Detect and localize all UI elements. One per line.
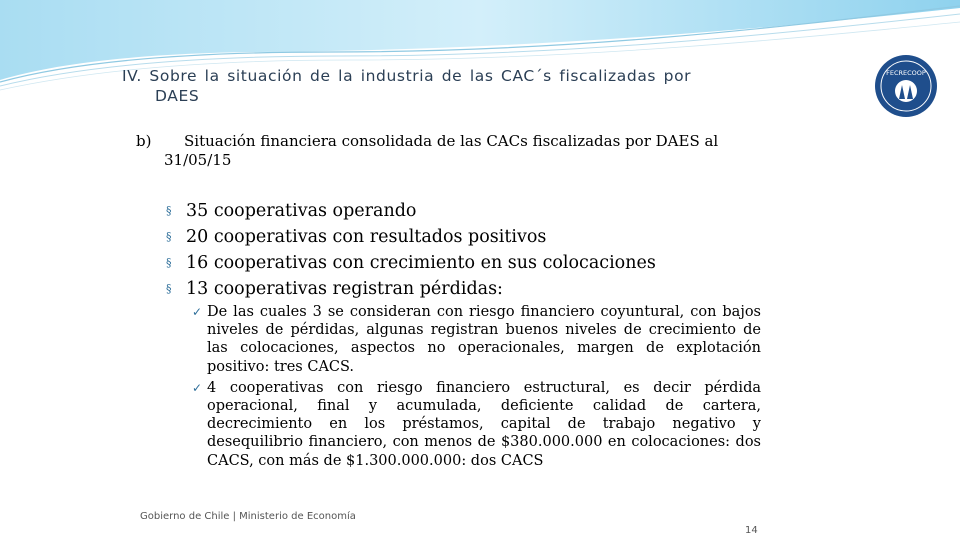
list-item: § 16 cooperativas con crecimiento en sus colocaciones <box>166 250 766 276</box>
bullet-list <box>166 198 766 302</box>
square-bullet-icon: § <box>166 256 172 269</box>
square-bullet-icon: § <box>166 204 172 217</box>
page-title <box>122 66 772 106</box>
checkmark-icon: ✓ <box>192 305 203 319</box>
square-bullet-icon: § <box>166 230 172 243</box>
list-item: § 35 cooperativas operando <box>166 198 766 224</box>
section-date: 31/05/15 <box>164 151 232 169</box>
list-item: § 13 cooperativas registran pérdidas: <box>166 276 766 302</box>
section-heading <box>136 132 762 170</box>
page-title-line1: IV. Sobre la situación de la industria de las CAC´s fiscalizadas por <box>122 67 692 85</box>
square-bullet-icon: § <box>166 282 172 295</box>
sub-list-item: ✓ 4 cooperativas con riesgo financiero estructural, es decir pérdida operacional, final y acumulada, deficiente calidad de cartera, decrecimiento en los préstamos, capital de trabajo negativo y desequilibrio financiero, con menos de $380.000.000 en colocaciones: dos CACS, con más de $1.300.000.000: dos CACS <box>192 379 761 469</box>
list-item: § 20 cooperativas con resultados positivos <box>166 224 766 250</box>
page-title-line2: DAES <box>155 87 200 105</box>
section-label: b) <box>136 132 152 150</box>
checkmark-icon: ✓ <box>192 380 203 395</box>
footer-text: Gobierno de Chile | Ministerio de Economía <box>140 511 356 522</box>
page-number: 14 <box>745 525 758 536</box>
sub-bullet-list <box>192 303 761 473</box>
fecrecoop-logo <box>874 54 938 118</box>
section-text: Situación financiera consolidada de las CACs fiscalizadas por DAES al <box>184 132 719 150</box>
sub-list-item: ✓ De las cuales 3 se consideran con riesgo financiero coyuntural, con bajos niveles de pérdidas, algunas registran buenos niveles de crecimiento de las colocaciones, aspectos no operacionales, margen de explotación positivo: tres CACS. <box>192 304 761 375</box>
logo-text: FECRECOOP <box>886 69 926 77</box>
